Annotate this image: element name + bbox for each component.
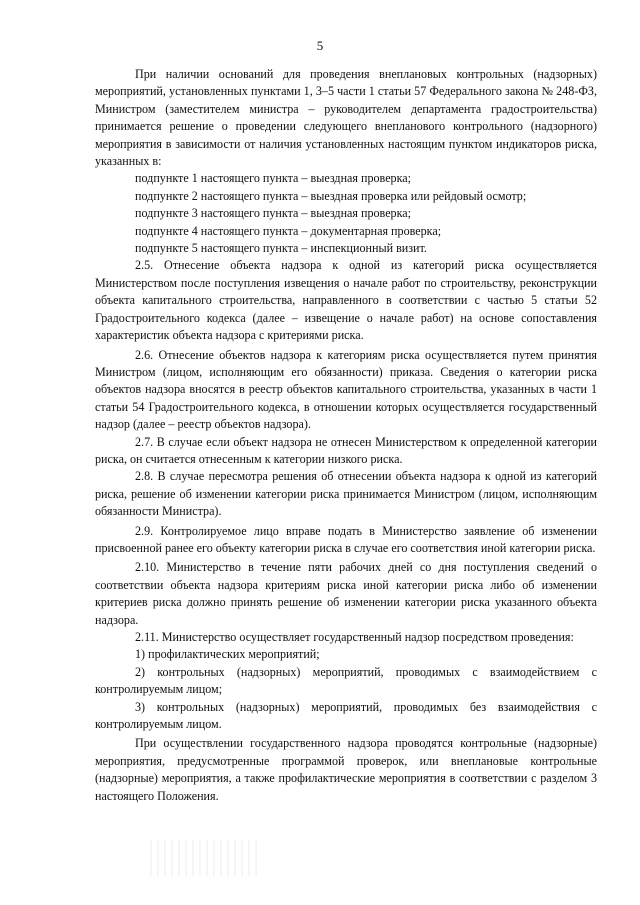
list-item-subpoint-2: подпункте 2 настоящего пункта – выездная проверка или рейдовый осмотр; <box>135 188 527 203</box>
paragraph-2-8: 2.8. В случае пересмотра решения об отнесении объекта надзора к одной из категорий риска, решение об изменении категории риска принимается Министром (лицом, исполняющим обязанности Министра). <box>95 469 597 519</box>
paragraph-2-6: 2.6. Отнесение объектов надзора к категориям риска осуществляется путем принятия Министром (лицом, исполняющим его обязанности) приказа. Сведения о категории риска объектов надзора вносятся в реестр объектов капитального строительства, указанных в части 1 статьи 54 Градостроительного кодекса, в отношении которых осуществляется государственный надзор (далее – реестр объектов надзора). <box>95 347 597 432</box>
list-item-subpoint-1: подпункте 1 настоящего пункта – выездная проверка; <box>135 171 412 186</box>
paragraph-2-11: 2.11. Министерство осуществляет государственный надзор посредством проведения: <box>135 630 574 644</box>
list-item-subpoint-4: подпункте 4 настоящего пункта – документарная проверка; <box>135 223 442 238</box>
paragraph-2-7: 2.7. В случае если объект надзора не отнесен Министерством к определенной категории риска, он считается отнесенным к категории низкого риска. <box>95 434 597 466</box>
page-number: 5 <box>316 38 324 53</box>
paragraph-final: При осуществлении государственного надзора проводятся контрольные (надзорные) мероприятия, предусмотренные программой проверок, или внеплановые контрольные (надзорные) мероприятия, а также профилактические мероприятия в соответствии с разделом 3 настоящего Положения. <box>95 736 597 803</box>
paragraph-2-5: 2.5. Отнесение объекта надзора к одной из категорий риска осуществляется Министерством после поступления извещения о начале работ по строительству, реконструкции объекта капитального строительства, направленного в соответствии с частью 5 статьи 52 Градостроительного кодекса (далее – извещение о начале работ) на основе сопоставления характеристик объекта надзора с критериями риска. <box>95 258 597 343</box>
list-item-subpoint-3: подпункте 3 настоящего пункта – выездная проверка; <box>135 206 412 221</box>
document-body <box>95 66 597 805</box>
scan-smudge <box>150 840 260 876</box>
paragraph-2-9: 2.9. Контролируемое лицо вправе подать в Министерство заявление об изменении присвоенной ранее его объекту категории риска в случае его соответствия иной категории риска. <box>95 523 597 555</box>
paragraph-2-10: 2.10. Министерство в течение пяти рабочих дней со дня поступления сведений о соответствии объекта надзора критериям риска иной категории риска либо об изменении критериев риска должно принять решение об изменении категории риска указанного объекта надзора. <box>95 560 597 627</box>
list-item-method-1: 1) профилактических мероприятий; <box>135 647 320 662</box>
list-item-method-2: 2) контрольных (надзорных) мероприятий, проводимых с взаимодействием с контролируемым лицом; <box>95 664 597 697</box>
list-item-method-3: 3) контрольных (надзорных) мероприятий, проводимых без взаимодействия с контролируемым лицом. <box>95 699 597 732</box>
paragraph-intro: При наличии оснований для проведения внеплановых контрольных (надзорных) мероприятий, установленных пунктами 1, 3–5 части 1 статьи 57 Федерального закона № 248-ФЗ, Министром (заместителем министра – руководителем департамента градостроительства) принимается решение о проведении следующего внепланового контрольного (надзорного) мероприятия в зависимости от наличия установленных настоящим пунктом индикаторов риска, указанных в: <box>95 67 597 169</box>
list-item-subpoint-5: подпункте 5 настоящего пункта – инспекционный визит. <box>135 241 427 256</box>
